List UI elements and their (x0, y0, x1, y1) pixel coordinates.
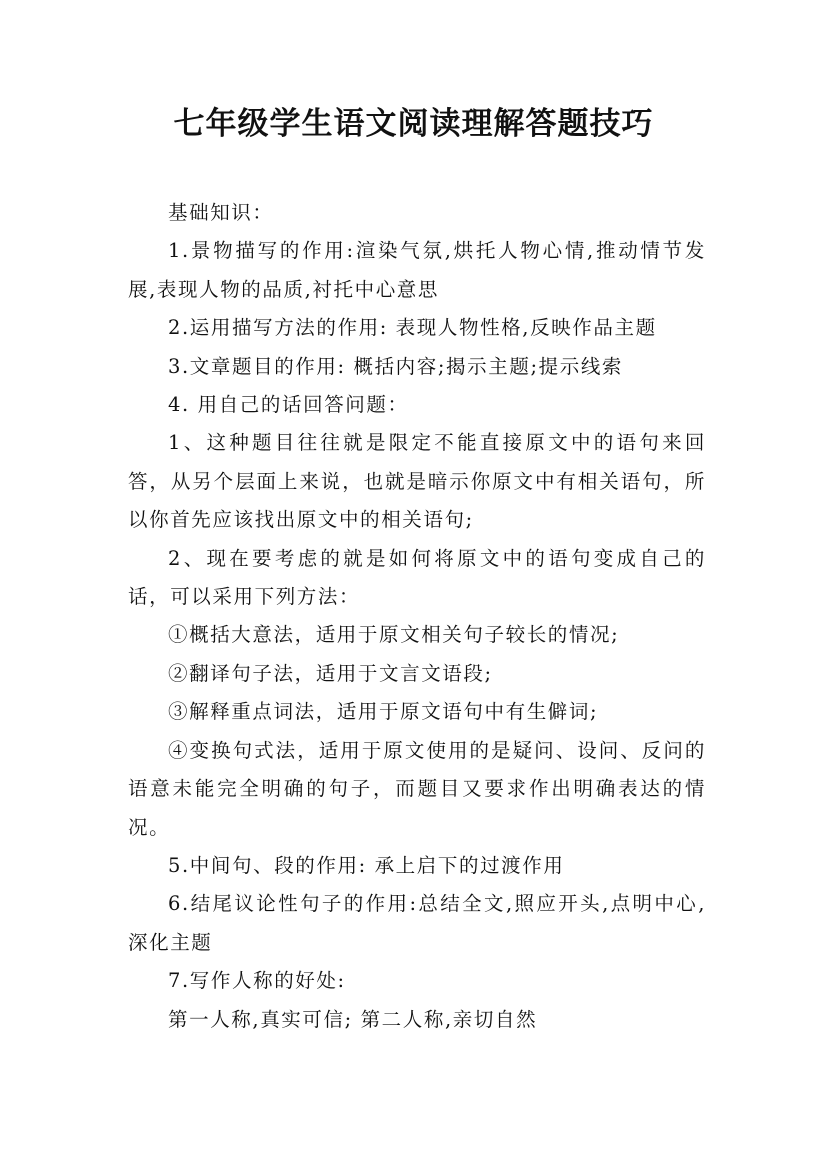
document-body (128, 194, 706, 1039)
paragraph-ending-sentence: 6.结尾议论性句子的作用:总结全文,照应开头,点明中心,深化主题 (128, 892, 706, 954)
paragraph-description-methods: 2.运用描写方法的作用: 表现人物性格,反映作品主题 (168, 316, 657, 340)
document-title: 七年级学生语文阅读理解答题技巧 (173, 106, 654, 142)
paragraph-middle-sentence: 5.中间句、段的作用: 承上启下的过渡作用 (168, 853, 565, 877)
paragraph-own-words-point-1: 1、这种题目往往就是限定不能直接原文中的语句来回答，从另个层面上来说，也就是暗示你原文中有相关语句，所以你首先应该找出原文中的相关语句; (128, 431, 706, 532)
paragraph-title-function: 3.文章题目的作用: 概括内容;揭示主题;提示线索 (168, 354, 624, 378)
paragraph-method-1: ①概括大意法，适用于原文相关句子较长的情况; (168, 623, 620, 647)
paragraph-method-3: ③解释重点词法，适用于原文语句中有生僻词; (168, 700, 599, 724)
paragraph-person-details: 第一人称,真实可信; 第二人称,亲切自然 (168, 1007, 538, 1031)
paragraph-scenery-description: 1.景物描写的作用:渲染气氛,烘托人物心情,推动情节发展,表现人物的品质,衬托中心意思 (128, 239, 706, 301)
paragraph-method-4: ④变换句式法，适用于原文使用的是疑问、设问、反问的语意未能完全明确的句子，而题目又要求作出明确表达的情况。 (128, 738, 706, 839)
paragraph-method-2: ②翻译句子法，适用于文言文语段; (168, 661, 493, 685)
paragraph-basics-heading: 基础知识： (168, 201, 274, 224)
paragraph-own-words-heading: 4. 用自己的话回答问题： (168, 393, 409, 417)
paragraph-person-heading: 7.写作人称的好处: (168, 969, 346, 993)
paragraph-own-words-point-2: 2、现在要考虑的就是如何将原文中的语句变成自己的话，可以采用下列方法： (128, 546, 706, 609)
